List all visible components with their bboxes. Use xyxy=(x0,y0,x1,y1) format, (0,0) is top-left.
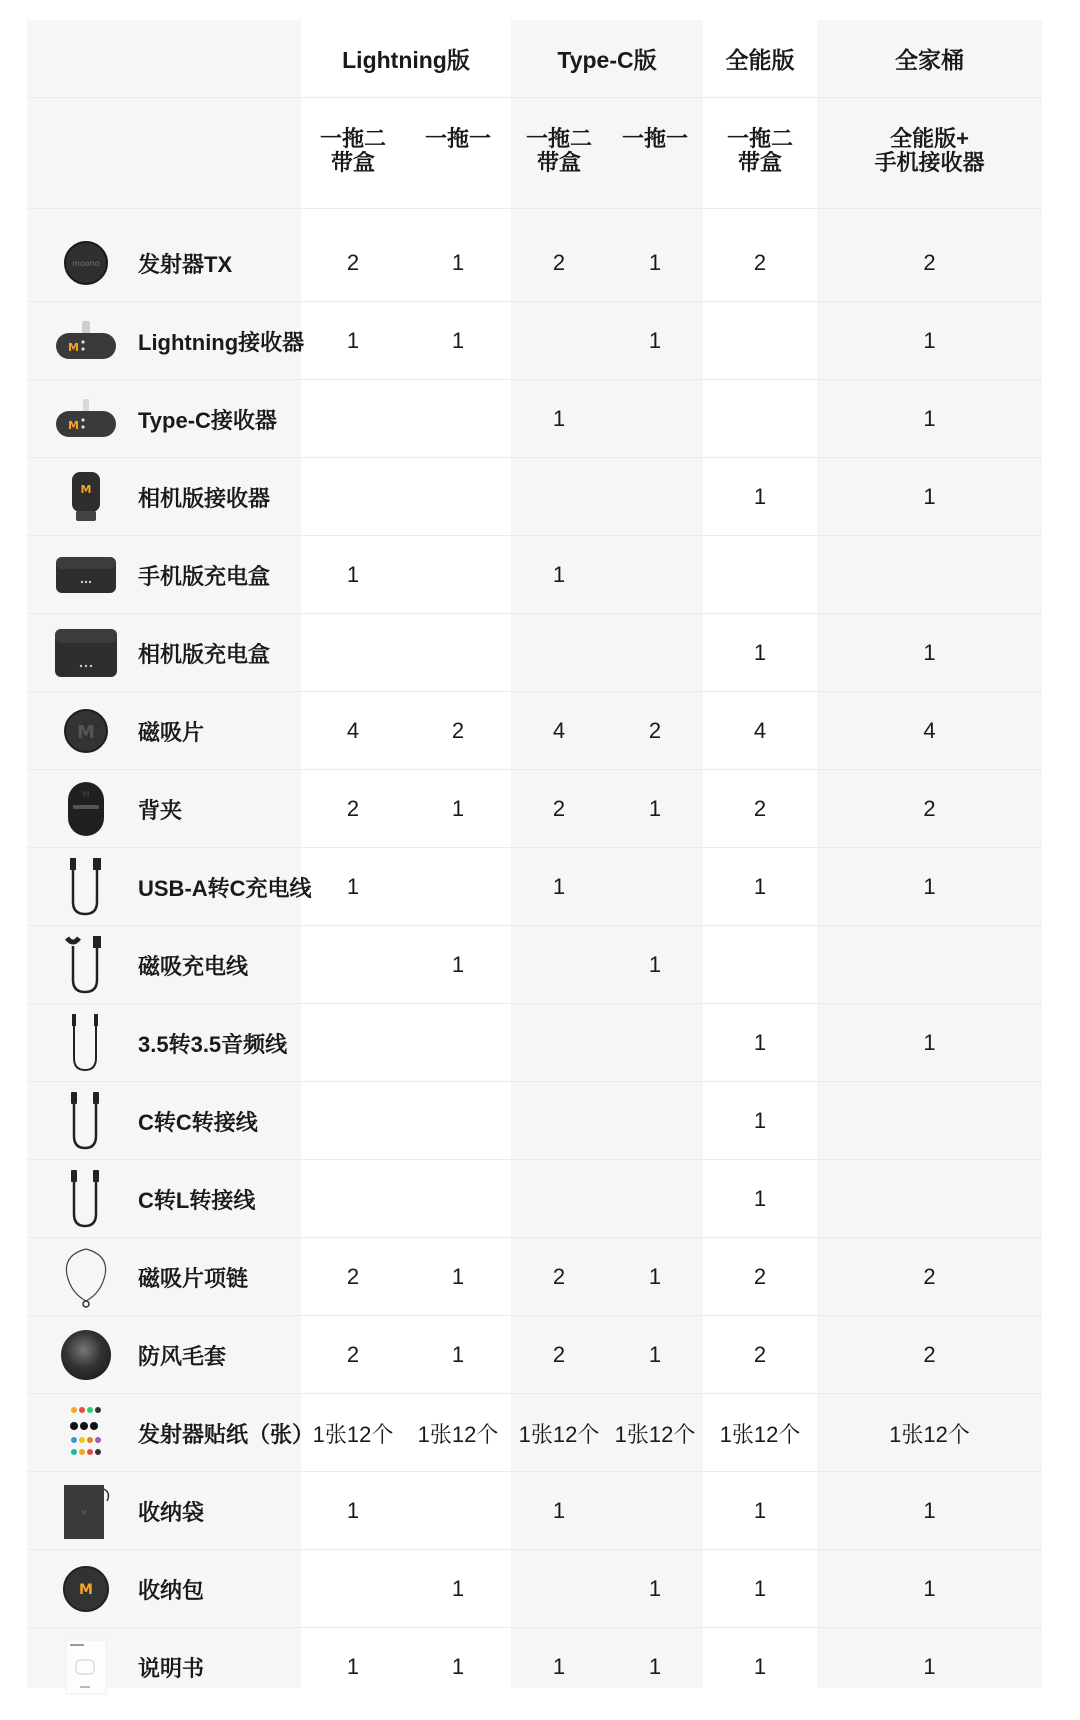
quantity-cell: 1 xyxy=(648,1576,662,1601)
quantity-cell: 1 xyxy=(753,874,767,899)
quantity-cell xyxy=(301,926,405,1004)
windscreen-icon xyxy=(45,1320,127,1390)
quantity-cell xyxy=(405,380,511,458)
table-row xyxy=(27,848,1042,926)
quantity-cell: 1 xyxy=(753,1576,767,1601)
quantity-cell xyxy=(511,458,607,536)
quantity-cell: 1 xyxy=(346,562,360,587)
quantity-cell xyxy=(511,1550,607,1628)
sub-header xyxy=(817,98,1042,208)
quantity-cell: 1 xyxy=(923,406,936,431)
quantity-cell xyxy=(703,926,817,1004)
quantity-cell: 2 xyxy=(346,250,360,275)
phone-charging-case-icon xyxy=(45,540,127,610)
sub-header-label: 全能版+ 手机接收器 xyxy=(874,126,985,175)
item-name: 磁吸充电线 xyxy=(138,953,249,979)
table-row xyxy=(27,1316,1042,1394)
quantity-cell xyxy=(607,1082,703,1160)
quantity-cell: 1 xyxy=(346,1498,360,1523)
quantity-cell: 1张12个 xyxy=(614,1421,696,1447)
quantity-cell xyxy=(405,1160,511,1238)
quantity-cell: 1 xyxy=(552,1498,566,1523)
item-name: 3.5转3.5音频线 xyxy=(138,1031,288,1057)
quantity-cell: 1张12个 xyxy=(518,1421,600,1447)
sub-header xyxy=(405,98,511,208)
quantity-cell: 2 xyxy=(346,796,360,821)
quantity-cell: 1 xyxy=(648,952,662,977)
sub-header xyxy=(607,98,703,208)
quantity-cell xyxy=(301,380,405,458)
sub-header-label: 一拖一 xyxy=(424,126,491,151)
quantity-cell: 1 xyxy=(923,640,936,665)
sub-header-label: 一拖二 带盒 xyxy=(525,126,592,175)
camera-charging-case-icon xyxy=(45,618,127,688)
quantity-cell: 2 xyxy=(753,250,767,275)
quantity-cell xyxy=(301,458,405,536)
quantity-cell xyxy=(607,614,703,692)
quantity-cell xyxy=(511,614,607,692)
table-row xyxy=(27,1238,1042,1316)
quantity-cell: 2 xyxy=(346,1264,360,1289)
quantity-cell: 1 xyxy=(552,406,566,431)
manual-icon xyxy=(45,1632,127,1702)
group-header-typec: Type-C版 xyxy=(557,46,657,73)
quantity-cell xyxy=(607,848,703,926)
item-name: USB-A转C充电线 xyxy=(138,875,312,901)
quantity-cell: 1 xyxy=(451,796,465,821)
quantity-cell: 1 xyxy=(648,1342,662,1367)
quantity-cell xyxy=(405,536,511,614)
quantity-cell xyxy=(607,1472,703,1550)
svg-text:M: M xyxy=(79,1582,93,1598)
svg-text:M: M xyxy=(77,722,95,743)
quantity-cell: 1 xyxy=(753,1654,767,1679)
quantity-cell: 4 xyxy=(346,718,360,743)
quantity-cell: 1 xyxy=(753,484,767,509)
quantity-cell xyxy=(301,1160,405,1238)
quantity-cell: 2 xyxy=(923,796,936,821)
lightning-receiver-icon xyxy=(45,306,127,376)
item-name: 磁吸片 xyxy=(138,719,205,745)
svg-text:M: M xyxy=(68,419,79,432)
table-row xyxy=(27,614,1042,692)
typec-receiver-icon xyxy=(45,384,127,454)
table-row xyxy=(27,770,1042,848)
quantity-cell xyxy=(703,302,817,380)
sub-header xyxy=(511,98,607,208)
quantity-cell xyxy=(817,926,1042,1004)
quantity-cell xyxy=(511,302,607,380)
transmitter-icon xyxy=(45,228,127,298)
table-row xyxy=(27,536,1042,614)
quantity-cell: 1 xyxy=(346,874,360,899)
item-name: 防风毛套 xyxy=(138,1343,227,1369)
quantity-cell: 1 xyxy=(648,1654,662,1679)
table-row xyxy=(27,380,1042,458)
quantity-cell: 1张12个 xyxy=(719,1421,801,1447)
table-row xyxy=(27,1004,1042,1082)
quantity-cell xyxy=(607,1160,703,1238)
magnetic-cable-icon xyxy=(45,930,127,1000)
quantity-cell: 2 xyxy=(923,250,936,275)
sub-header-label: 一拖二 带盒 xyxy=(319,126,386,175)
quantity-cell: 1 xyxy=(451,1576,465,1601)
quantity-cell: 1 xyxy=(923,1576,936,1601)
item-name: 相机版接收器 xyxy=(138,485,271,511)
sub-header-divider xyxy=(27,208,1042,209)
quantity-cell: 1 xyxy=(451,1342,465,1367)
back-clip-icon xyxy=(45,774,127,844)
quantity-cell xyxy=(511,1004,607,1082)
item-name: 手机版充电盒 xyxy=(138,563,271,589)
usb-cable-icon xyxy=(45,852,127,922)
sub-header-label: 一拖二 带盒 xyxy=(726,126,793,175)
group-header-lightning: Lightning版 xyxy=(342,46,470,73)
table-row xyxy=(27,1472,1042,1550)
item-name: 收纳袋 xyxy=(138,1499,205,1525)
necklace-icon xyxy=(45,1242,127,1312)
quantity-cell: 1 xyxy=(648,1264,662,1289)
item-name: 背夹 xyxy=(138,797,183,823)
quantity-cell: 2 xyxy=(552,250,566,275)
table-row xyxy=(27,302,1042,380)
quantity-cell xyxy=(405,1472,511,1550)
quantity-cell: 1 xyxy=(753,640,767,665)
package-contents-table xyxy=(27,20,1042,1688)
quantity-cell: 1 xyxy=(552,562,566,587)
quantity-cell: 2 xyxy=(923,1342,936,1367)
table-row xyxy=(27,1394,1042,1472)
table-row xyxy=(27,692,1042,770)
quantity-cell: 1 xyxy=(552,874,566,899)
svg-text:M: M xyxy=(68,341,79,354)
quantity-cell: 1 xyxy=(346,1654,360,1679)
group-header-family: 全家桶 xyxy=(895,46,964,73)
table-row xyxy=(27,1082,1042,1160)
item-name: C转C转接线 xyxy=(138,1109,258,1135)
item-name: Lightning接收器 xyxy=(138,329,305,355)
item-name: Type-C接收器 xyxy=(138,407,277,433)
sub-header xyxy=(703,98,817,208)
quantity-cell xyxy=(817,1082,1042,1160)
quantity-cell: 1 xyxy=(753,1498,767,1523)
quantity-cell: 1 xyxy=(451,250,465,275)
quantity-cell: 2 xyxy=(552,796,566,821)
quantity-cell: 1 xyxy=(648,250,662,275)
quantity-cell xyxy=(405,1082,511,1160)
item-name: 发射器贴纸（张） xyxy=(138,1421,315,1447)
quantity-cell xyxy=(511,1160,607,1238)
quantity-cell: 2 xyxy=(552,1264,566,1289)
table-row xyxy=(27,1160,1042,1238)
quantity-cell xyxy=(511,926,607,1004)
quantity-cell xyxy=(817,1160,1042,1238)
quantity-cell: 1 xyxy=(753,1108,767,1133)
quantity-cell xyxy=(703,536,817,614)
quantity-cell xyxy=(607,536,703,614)
quantity-cell: 4 xyxy=(923,718,936,743)
quantity-cell: 1张12个 xyxy=(312,1421,394,1447)
quantity-cell: 2 xyxy=(753,1342,767,1367)
quantity-cell: 1 xyxy=(753,1030,767,1055)
quantity-cell: 2 xyxy=(451,718,465,743)
quantity-cell: 1 xyxy=(451,1654,465,1679)
item-name: 说明书 xyxy=(138,1655,205,1681)
quantity-cell xyxy=(301,1004,405,1082)
quantity-cell: 1 xyxy=(923,484,936,509)
c-to-c-cable-icon xyxy=(45,1086,127,1156)
quantity-cell: 2 xyxy=(753,796,767,821)
quantity-cell xyxy=(817,536,1042,614)
quantity-cell: 1 xyxy=(923,1498,936,1523)
quantity-cell: 1 xyxy=(923,874,936,899)
camera-receiver-icon xyxy=(45,462,127,532)
quantity-cell: 2 xyxy=(346,1342,360,1367)
quantity-cell: 1 xyxy=(648,796,662,821)
quantity-cell: 1张12个 xyxy=(889,1421,970,1447)
quantity-cell: 1 xyxy=(346,328,360,353)
quantity-cell: 1 xyxy=(923,1654,936,1679)
table-row xyxy=(27,458,1042,536)
svg-text:M: M xyxy=(81,1510,87,1517)
quantity-cell xyxy=(405,848,511,926)
magnet-icon xyxy=(45,696,127,766)
quantity-cell: 4 xyxy=(552,718,566,743)
quantity-cell: 1 xyxy=(923,1030,936,1055)
quantity-cell: 2 xyxy=(648,718,662,743)
quantity-cell: 1 xyxy=(451,1264,465,1289)
quantity-cell: 1 xyxy=(648,328,662,353)
item-name: 收纳包 xyxy=(138,1577,205,1603)
sticker-icon xyxy=(45,1398,127,1468)
quantity-cell xyxy=(405,1004,511,1082)
quantity-cell: 2 xyxy=(753,1264,767,1289)
audio-cable-icon xyxy=(45,1008,127,1078)
quantity-cell xyxy=(301,614,405,692)
quantity-cell xyxy=(607,458,703,536)
quantity-cell xyxy=(301,1550,405,1628)
quantity-cell: 1张12个 xyxy=(417,1421,499,1447)
svg-text:M: M xyxy=(80,483,92,496)
sub-header-label: 一拖一 xyxy=(621,126,688,151)
table-row xyxy=(27,1550,1042,1628)
quantity-cell xyxy=(301,1082,405,1160)
quantity-cell: 1 xyxy=(923,328,936,353)
quantity-cell: 2 xyxy=(552,1342,566,1367)
c-to-l-cable-icon xyxy=(45,1164,127,1234)
storage-bag-icon xyxy=(45,1476,127,1546)
quantity-cell xyxy=(511,1082,607,1160)
quantity-cell xyxy=(703,380,817,458)
svg-text:M: M xyxy=(82,790,90,799)
quantity-cell: 2 xyxy=(923,1264,936,1289)
sub-header xyxy=(301,98,405,208)
quantity-cell: 1 xyxy=(552,1654,566,1679)
quantity-cell: 1 xyxy=(753,1186,767,1211)
table-row xyxy=(27,1628,1042,1706)
quantity-cell: 1 xyxy=(451,328,465,353)
item-name: 发射器TX xyxy=(138,251,233,277)
group-header-allround: 全能版 xyxy=(725,46,795,73)
storage-pouch-icon xyxy=(45,1554,127,1624)
quantity-cell xyxy=(607,380,703,458)
quantity-cell xyxy=(405,614,511,692)
quantity-cell: 4 xyxy=(753,718,767,743)
table-row xyxy=(27,224,1042,302)
svg-text:moono: moono xyxy=(72,259,100,268)
table-row xyxy=(27,926,1042,1004)
quantity-cell xyxy=(405,458,511,536)
item-name: 相机版充电盒 xyxy=(138,641,271,667)
quantity-cell xyxy=(607,1004,703,1082)
item-name: 磁吸片项链 xyxy=(138,1265,249,1291)
quantity-cell: 1 xyxy=(451,952,465,977)
item-name: C转L转接线 xyxy=(138,1187,256,1213)
